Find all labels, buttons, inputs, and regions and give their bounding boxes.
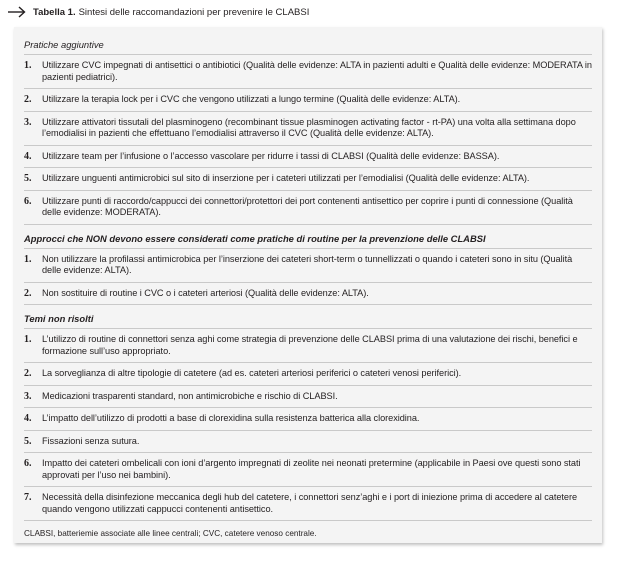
item-text: Utilizzare unguenti antimicrobici sul sito di inserzione per i cateteri utilizzati per l’emodialisi (Qualità delle evidenze: ALTA). xyxy=(42,173,530,183)
section-title: Approcci che NON devono essere considerati come pratiche di routine per la prevenzione delle CLABSI xyxy=(24,225,592,249)
list-item xyxy=(24,55,592,89)
list-item xyxy=(24,249,592,283)
list-item xyxy=(24,431,592,454)
item-number: 1. xyxy=(24,253,32,265)
item-text: Non sostituire di routine i CVC o i cateteri arteriosi (Qualità delle evidenze: ALTA). xyxy=(42,287,369,298)
list-item xyxy=(24,408,592,431)
table-label: Tabella 1. xyxy=(33,6,76,18)
recommendations-table xyxy=(14,27,602,543)
item-text: Fissazioni senza sutura. xyxy=(42,435,140,446)
item-number: 6. xyxy=(24,195,32,207)
item-number: 3. xyxy=(24,390,32,402)
table-title: Sintesi delle raccomandazioni per prevenire le CLABSI xyxy=(78,6,310,18)
arrow-right-icon xyxy=(8,6,26,18)
item-number: 2. xyxy=(24,287,32,299)
table-caption xyxy=(8,6,309,18)
item-number: 2. xyxy=(24,368,32,379)
table-footnote: CLABSI, batteriemie associate alle linee centrali; CVC, catetere venoso centrale. xyxy=(24,529,317,538)
item-text: Utilizzare CVC impegnati di antisettici o antibiotici (Qualità delle evidenze: ALTA in pazienti adulti e Qualità delle evidenze: MODERATA in pazienti pediatrici). xyxy=(42,60,592,82)
item-text: La sorveglianza di altre tipologie di catetere (ad es. cateteri arteriosi periferici o cateteri venosi periferici). xyxy=(42,368,462,378)
item-number: 1. xyxy=(24,60,32,71)
list-item xyxy=(24,168,592,191)
item-text: Utilizzare team per l’infusione o l’accesso vascolare per ridurre i tassi di CLABSI (Qualità delle evidenze: BASSA). xyxy=(42,150,500,161)
list-item xyxy=(24,453,592,487)
list-item xyxy=(24,283,592,306)
item-number: 3. xyxy=(24,116,32,128)
item-number: 7. xyxy=(24,492,32,503)
item-number: 2. xyxy=(24,94,32,105)
item-text: Non utilizzare la profilassi antimicrobica per l’inserzione dei cateteri short-term o tunnellizzati o quando i cateteri sono in situ (Qualità delle evidenze: ALTA). xyxy=(42,253,573,275)
section-title: Pratiche aggiuntive xyxy=(24,31,592,55)
list-item xyxy=(24,329,592,363)
list-item xyxy=(24,386,592,409)
item-text: Utilizzare la terapia lock per i CVC che vengono utilizzati a lungo termine (Qualità delle evidenze: ALTA). xyxy=(42,94,461,104)
item-text: Necessità della disinfezione meccanica degli hub del catetere, i connettori senz’aghi e i port di iniezione prima di accedere al catetere quando vengono utilizzati cappucci contenenti antisettico. xyxy=(42,492,578,514)
item-number: 4. xyxy=(24,150,32,162)
item-number: 1. xyxy=(24,334,32,345)
list-item xyxy=(24,146,592,169)
item-text: L’impatto dell’utilizzo di prodotti a base di clorexidina sulla resistenza batterica alla clorexidina. xyxy=(42,413,420,423)
section-title: Temi non risolti xyxy=(24,305,592,329)
item-number: 4. xyxy=(24,413,32,424)
item-text: L’utilizzo di routine di connettori senza aghi come strategia di prevenzione delle CLABSI prima di una valutazione dei rischi, benefici e formazione sull’uso appropriato. xyxy=(42,334,578,356)
item-number: 5. xyxy=(24,435,32,447)
item-number: 6. xyxy=(24,458,32,469)
item-text: Utilizzare attivatori tissutali del plasminogeno (recombinant tissue plasminogen activating factor - rt-PA) una volta alla settimana dopo l’emodialisi in pazienti che effettuano l’emodialisi attraverso il CVC (Qualità delle evidenze: ALTA). xyxy=(42,116,576,138)
item-number: 5. xyxy=(24,173,32,184)
list-item xyxy=(24,363,592,386)
item-text: Impatto dei cateteri ombelicali con ioni d’argento impregnati di zeolite nei neonati pretermine (applicabile in Paesi ove questi sono stati approvati per l’uso nei bambini). xyxy=(42,458,581,480)
list-item xyxy=(24,191,592,225)
list-item xyxy=(24,89,592,112)
item-text: Medicazioni trasparenti standard, non antimicrobiche e rischio di CLABSI. xyxy=(42,390,338,401)
list-item xyxy=(24,112,592,146)
list-item xyxy=(24,487,592,521)
item-text: Utilizzare punti di raccordo/cappucci dei connettori/protettori dei port contenenti antisettico per coprire i punti di connessione (Qualità delle evidenze: MODERATA). xyxy=(42,195,573,217)
